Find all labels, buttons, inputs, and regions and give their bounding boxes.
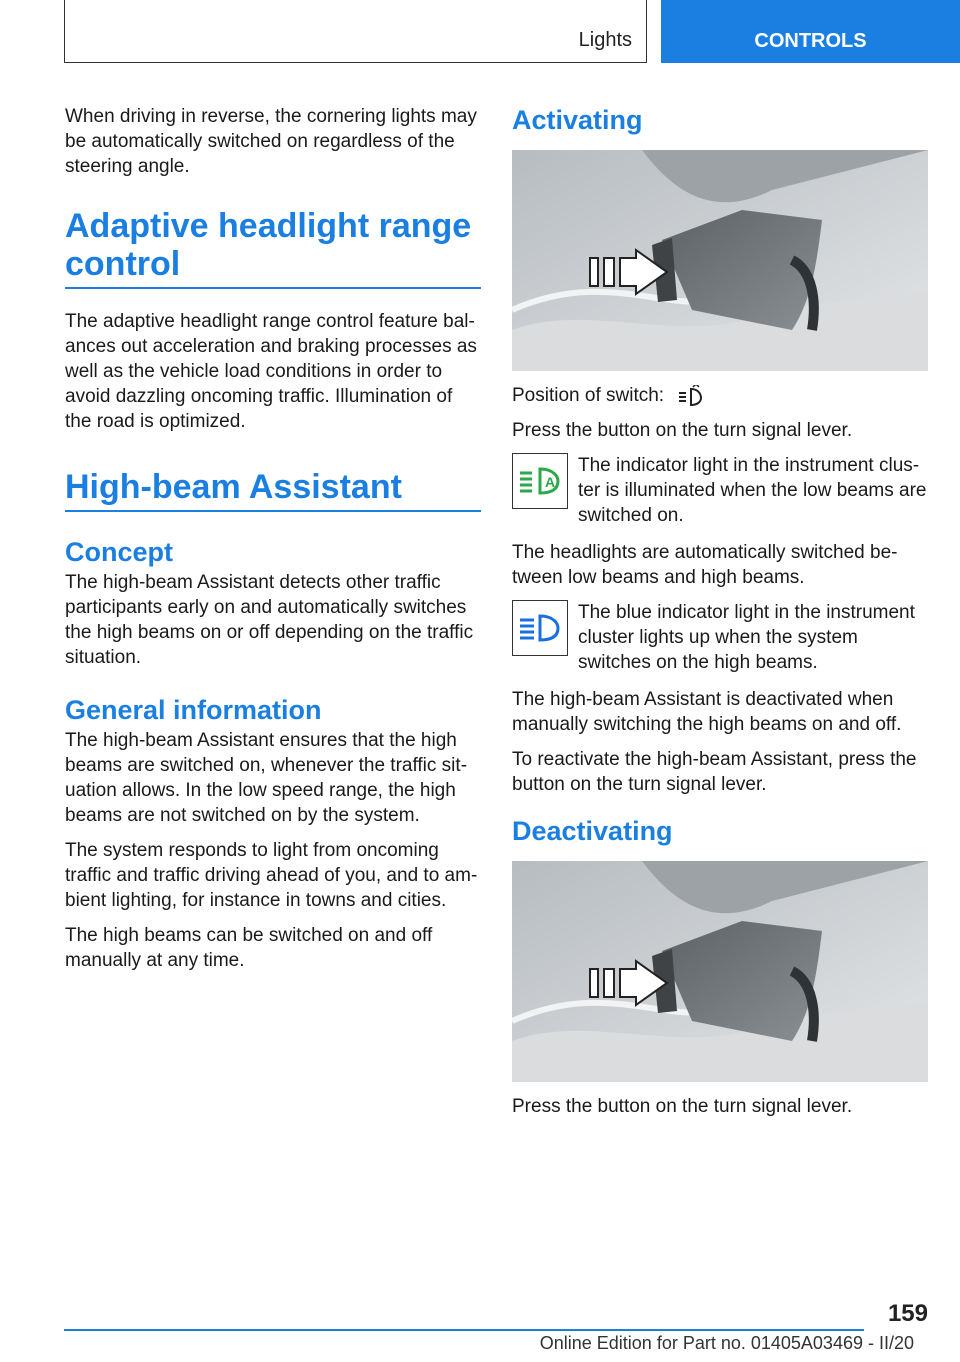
intro-paragraph: When driving in reverse, the cornering lights may be automatically switched on regardless of the steering angle. — [65, 106, 477, 177]
turn-signal-lever-figure-2 — [512, 861, 928, 1082]
page-number: 159 — [887, 1300, 928, 1327]
header-chapter[interactable]: CONTROLS — [661, 0, 960, 63]
press-button-text-2: Press the button on the turn signal lever. — [512, 1096, 853, 1117]
footer-divider — [64, 1329, 864, 1331]
green-indicator-text: The indicator light in the instrument cluster is illuminated when the low beams are switched on. — [578, 455, 927, 526]
blue-indicator-row — [512, 600, 928, 675]
header-section-box — [64, 0, 647, 63]
turn-signal-lever-figure-1 — [512, 150, 928, 371]
general-heading: General information — [65, 695, 322, 725]
activating-heading: Activating — [512, 105, 643, 135]
lever-illustration-1 — [512, 150, 928, 371]
switch-position-label: Position of switch: — [512, 385, 665, 406]
reactivate-text: To reactivate the high-beam Assistant, press the button on the turn signal lever. — [512, 749, 917, 795]
press-button-text: Press the button on the turn signal lever. — [512, 420, 853, 441]
lever-illustration-2 — [512, 861, 928, 1082]
high-beam-assistant-icon — [677, 385, 703, 407]
general-paragraph-1: The high-beam Assistant ensures that the high beams are switched on, whenever the traffic situation allows. In the low speed range, the high beams are not switched on by the system. — [65, 730, 468, 826]
right-column — [512, 104, 928, 1129]
adaptive-paragraph: The adaptive headlight range control feature balances out acceleration and braking processes as well as the vehicle load conditions in order to avoid dazzling oncoming traffic. Illumination of the road is optimized. — [65, 311, 477, 432]
highbeam-heading: High-beam Assistant — [65, 468, 481, 512]
header-section: Lights — [578, 29, 632, 51]
general-paragraph-3: The high beams can be switched on and off manually at any time. — [65, 925, 433, 971]
general-paragraph-2: The system responds to light from oncoming traffic and traffic driving ahead of you, and to ambient lighting, for instance in towns and cities. — [65, 840, 478, 911]
adaptive-heading: Adaptive headlight range control — [65, 207, 481, 289]
footer-edition: Online Edition for Part no. 01405A03469 - II/20 — [539, 1333, 914, 1353]
blue-indicator-text: The blue indicator light in the instrument cluster lights up when the system switches on the high beams. — [578, 602, 915, 673]
concept-paragraph: The high-beam Assistant detects other traffic participants early on and automatically switches the high beams on or off depending on the traffic situation. — [65, 572, 474, 668]
auto-switch-text: The headlights are automatically switched between low beams and high beams. — [512, 542, 898, 588]
green-indicator-icon — [512, 453, 568, 509]
concept-heading: Concept — [65, 537, 173, 567]
left-column — [65, 104, 481, 983]
switch-position-text — [512, 383, 928, 408]
blue-indicator-icon — [512, 600, 568, 656]
svg-text:A: A — [545, 474, 556, 490]
deactivated-manual-text: The high-beam Assistant is deactivated when manually switching the high beams on and off. — [512, 689, 902, 735]
deactivating-heading: Deactivating — [512, 816, 673, 846]
green-indicator-row — [512, 453, 928, 528]
